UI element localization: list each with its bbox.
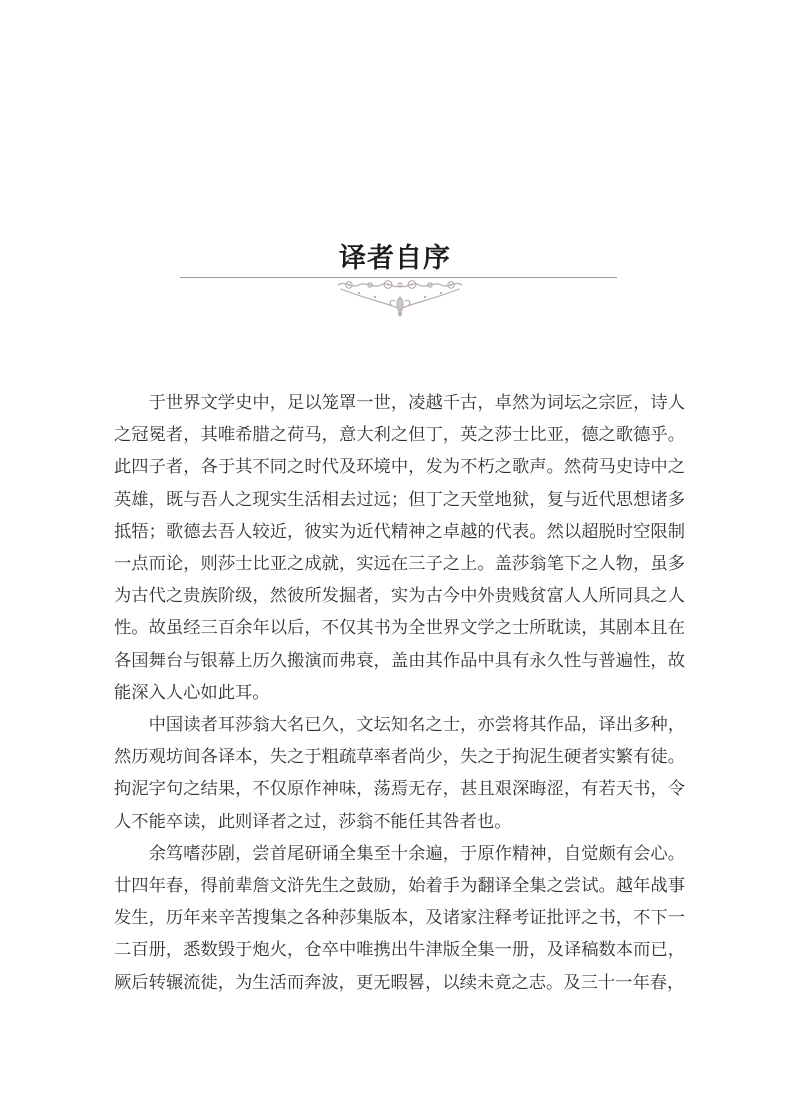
floral-flourish-icon [335,278,465,318]
preface-paragraph-2: 中国读者耳莎翁大名已久，文坛知名之士，亦尝将其作品，译出多种，然历观坊间各译本，失之于粗疏草率者尚少，失之于拘泥生硬者实繁有徒。拘泥字句之结果，不仅原作神味，荡焉无存，甚且艰深晦涩，有若天书，令人不能卒读，此则译者之过，莎翁不能任其咎者也。 [114,715,685,831]
preface-body [114,387,685,999]
preface-paragraph-3: 余笃嗜莎剧，尝首尾研诵全集至十余遍，于原作精神，自觉颇有会心。廿四年春，得前辈詹文浒先生之鼓励，始着手为翻译全集之尝试。越年战事发生，历年来辛苦搜集之各种莎集版本，及诸家注释考证批评之书，不下一二百册，悉数毁于炮火，仓卒中唯携出牛津版全集一册，及译稿数本而已，厥后转辗流徙，为生活而奔波，更无暇晷，以续未竟之志。及三十一年春， [114,843,685,992]
preface-paragraph-1: 于世界文学史中，足以笼罩一世，凌越千古，卓然为词坛之宗匠，诗人之冠冕者，其唯希腊之荷马，意大利之但丁，英之莎士比亚，德之歌德乎。此四子者，各于其不同之时代及环境中，发为不朽之歌声。然荷马史诗中之英雄，既与吾人之现实生活相去过远；但丁之天堂地狱，复与近代思想诸多抵牾；歌德去吾人较近，彼实为近代精神之卓越的代表。然以超脱时空限制一点而论，则莎士比亚之成就，实远在三子之上。盖莎翁笔下之人物，虽多为古代之贵族阶级，然彼所发掘者，实为古今中外贵贱贫富人人所同具之人性。故虽经三百余年以后，不仅其书为全世界文学之士所耽读，其剧本且在各国舞台与银幕上历久搬演而弗衰，盖由其作品中具有永久性与普遍性，故能深入人心如此耳。 [114,393,685,702]
page-title: 译者自序 [339,243,451,273]
